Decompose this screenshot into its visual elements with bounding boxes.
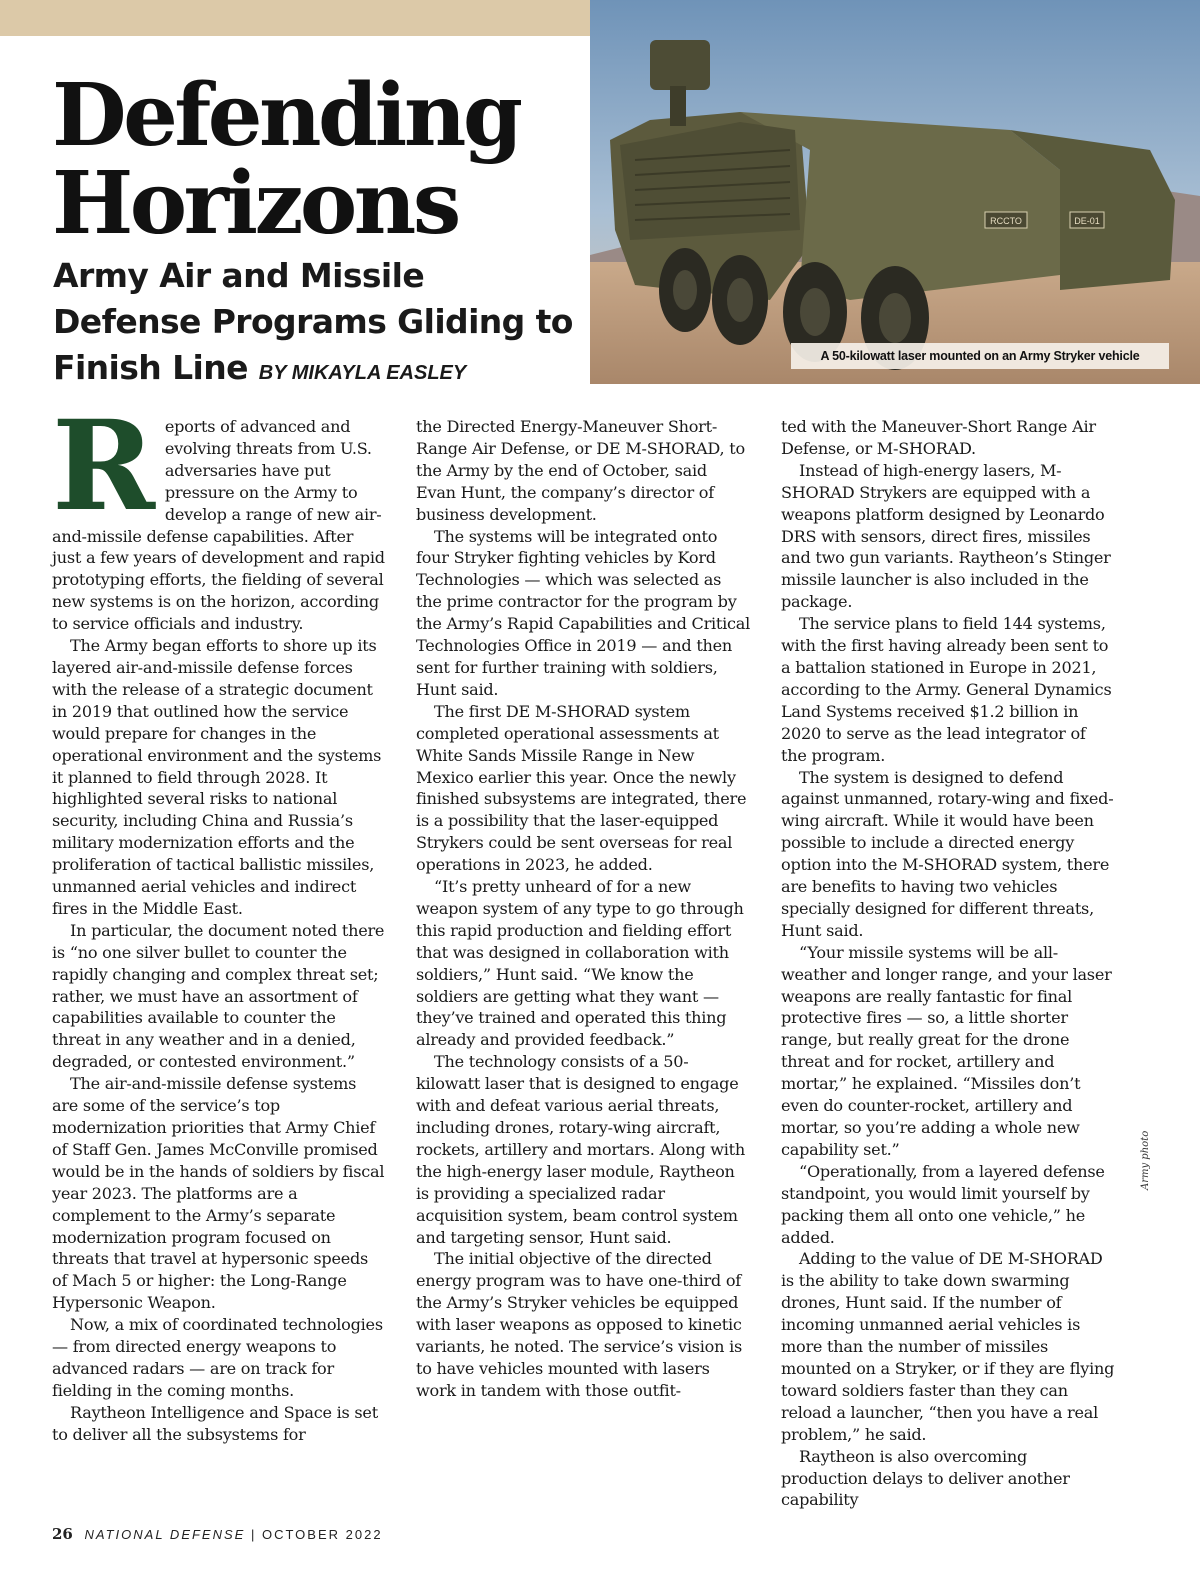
paragraph: Raytheon is also overcoming production delays to deliver another capability [781,1446,1070,1510]
paragraph: The first DE M-SHORAD system completed operational assessments at White Sands Missile Range in New Mexico earlier this year. Once the newly finished subsystems are integrated, there is a possibility that the laser-equipped Strykers could be sent overseas for real operations in 2023, he added. [416,701,747,875]
vehicle-marking-rccto: RCCTO [990,216,1022,226]
paragraph-1-text: eports of advanced and evolving threats from U.S. adversaries have put pressure on the Army to develop a range of new air-and-missile defense capabilities. After just a few years of development and rapid prototyping efforts, the fielding of several new systems is on the horizon, according to service officials and industry. [52,417,385,634]
photo-caption: A 50-kilowatt laser mounted on an Army Stryker vehicle [791,343,1169,369]
header-accent-bar [0,0,590,36]
paragraph: The initial objective of the directed energy program was to have one-third of the Army’s Stryker vehicles be equipped with laser weapons as opposed to kinetic variants, he noted. The service’s vision is to have vehicles mounted with lasers work in tandem with those outfit- [416,1249,742,1400]
article-column-3 [781,416,1116,1511]
paragraph: “It’s pretty unheard of for a new weapon system of any type to go through this rapid production and fielding effort that was designed in collaboration with soldiers,” Hunt said. “We know the soldiers are getting what they want — they’ve trained and operated this thing already and provided feedback.” [416,877,744,1050]
deck-line-3: Finish Line [53,348,248,387]
paragraph: Adding to the value of DE M-SHORAD is the ability to take down swarming drones, Hunt said. If the number of incoming unmanned aerial vehicles is more than the number of missiles mounted on a Stryker, or if they are flying toward soldiers faster than they can reload a launcher, “then you have a real problem,” he said. [781,1249,1115,1444]
deck-line-1: Army Air and Missile [53,256,425,295]
paragraph: the Directed Energy-Maneuver Short-Range Air Defense, or DE M-SHORAD, to the Army by the end of October, said Evan Hunt, the company’s director of business development. [416,417,745,524]
paragraph: The technology consists of a 50-kilowatt laser that is designed to engage with and defeat various aerial threats, including drones, rotary-wing aircraft, rockets, artillery and mortars. Along with the high-energy laser module, Raytheon is providing a specialized radar acquisition system, beam control system and targeting sensor, Hunt said. [416,1052,746,1247]
paragraph: Instead of high-energy lasers, M-SHORAD Strykers are equipped with a weapons platform designed by Leonardo DRS with sensors, direct fires, missiles and two gun variants. Raytheon’s Stinger missile launcher is also included in the package. [781,460,1111,612]
paragraph-1 [52,394,387,635]
byline: BY MIKAYLA EASLEY [258,362,467,384]
paragraph: Raytheon Intelligence and Space is set to deliver all the subsystems for [52,1402,378,1444]
issue-date: OCTOBER 2022 [261,1527,383,1542]
headline-line-1: Defending [52,65,520,166]
paragraph: Now, a mix of coordinated technologies — from directed energy weapons to advanced radars — are on track for fielding in the coming months. [52,1315,383,1400]
publication-name: NATIONAL DEFENSE [84,1527,246,1542]
article-column-1 [52,394,387,1446]
paragraph: The air-and-missile defense systems are some of the service’s top modernization priorities that Army Chief of Staff Gen. James McConville promised would be in the hands of soldiers by fiscal year 2023. The platforms are a complement to the Army’s separate modernization program focused on threats that travel at hypersonic speeds of Mach 5 or higher: the Long-Range Hypersonic Weapon. [52,1074,385,1313]
paragraph: The system is designed to defend against unmanned, rotary-wing and fixed-wing aircraft. While it would have been possible to include a directed energy option into the M-SHORAD system, there are benefits to having two vehicles specially designed for different threats, Hunt said. [781,767,1114,940]
paragraph: ted with the Maneuver-Short Range Air Defense, or M-SHORAD. [781,417,1096,458]
page-number: 26 [52,1525,73,1543]
article-headline [52,65,520,254]
article-column-2 [416,416,751,1402]
page-footer [52,1525,383,1543]
footer-separator: | [250,1527,257,1542]
paragraph: The Army began efforts to shore up its layered air-and-missile defense forces with the release of a strategic document in 2019 that outlined how the service would prepare for changes in the operational environment and the systems it planned to field through 2028. It highlighted several risks to national security, including China and Russia’s military modernization efforts and the proliferation of tactical ballistic missiles, unmanned aerial vehicles and indirect fires in the Middle East. [52,636,382,918]
paragraph: “Operationally, from a layered defense standpoint, you would limit yourself by packing them all onto one vehicle,” he added. [781,1161,1105,1247]
stryker-photo [590,0,1200,384]
paragraph: The systems will be integrated onto four Stryker fighting vehicles by Kord Technologies — which was selected as the prime contractor for the program by the Army’s Rapid Capabilities and Critical Technologies Office in 2019 — and then sent for further training with soldiers, Hunt said. [416,526,751,699]
paragraph: The service plans to field 144 systems, with the first having already been sent to a battalion stationed in Europe in 2021, according to the Army. General Dynamics Land Systems received $1.2 billion in 2020 to serve as the lead integrator of the program. [781,614,1112,765]
paragraph: In particular, the document noted there is “no one silver bullet to counter the rapidly changing and complex threat set; rather, we must have an assortment of capabilities available to counter the threat in any weather and in a denied, degraded, or contested environment.” [52,920,385,1072]
deck-line-2: Defense Programs Gliding to [53,302,573,341]
headline-line-2: Horizons [52,153,458,254]
article-deck [53,253,573,396]
photo-credit: Army photo [1140,1130,1151,1190]
vehicle-marking-de01: DE-01 [1074,216,1100,226]
drop-cap: R [52,394,155,539]
paragraph: “Your missile systems will be all-weather and longer range, and your laser weapons are really fantastic for final protective fires — so, a little shorter range, but really great for the drone threat and for rocket, artillery and mortar,” he explained. “Missiles don’t even do counter-rocket, artillery and mortar, so you’re adding a whole new capability set.” [781,942,1112,1159]
